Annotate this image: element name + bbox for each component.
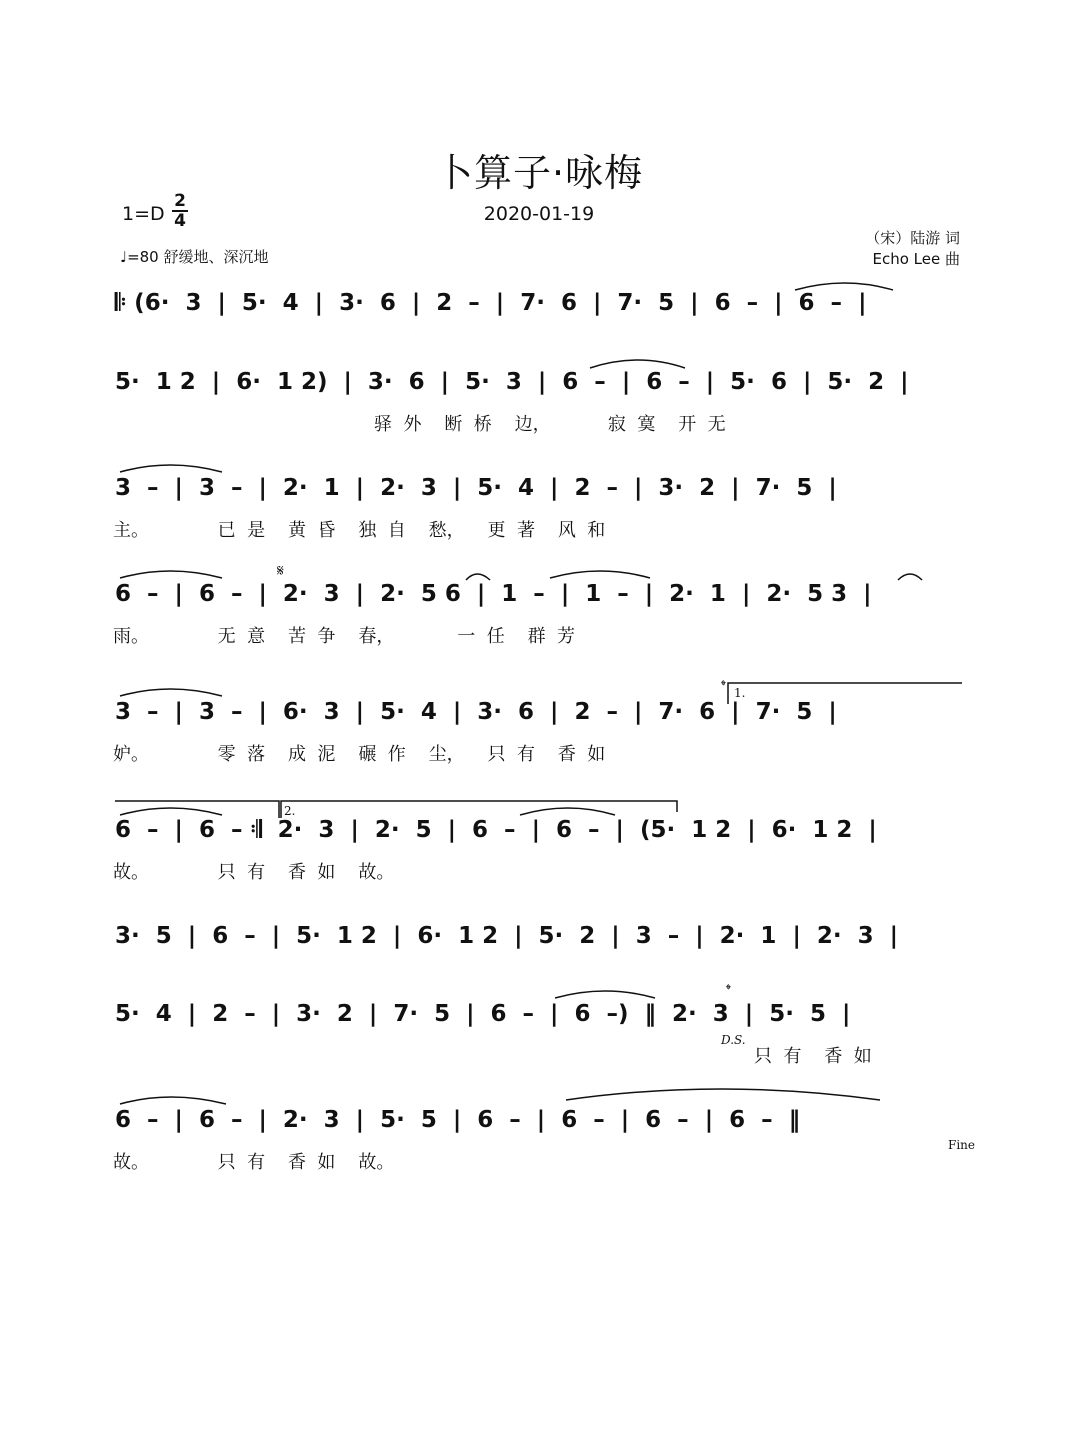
slur: [520, 808, 615, 815]
time-signature-bottom: 4: [174, 211, 186, 231]
score-line-4-lyrics: 雨。 无 意 苦 争 春， 一 任 群 芳: [113, 626, 576, 647]
coda-icon: 𝄌: [721, 678, 726, 694]
slur: [120, 465, 222, 472]
score-line-4-notes: 6 – | 6 – | 2· 3 | 2· 5 6 | 1 – | 1 – | 2· 1 | 2· 5 3 |: [115, 581, 872, 607]
coda-icon-2: 𝄌: [726, 982, 731, 998]
score-date: 2020-01-19: [483, 203, 595, 225]
score-line-3-notes: 3 – | 3 – | 2· 1 | 2· 3 | 5· 4 | 2 – | 3· 2 | 7· 5 |: [115, 475, 837, 501]
slur: [120, 689, 222, 696]
score-title: 卜算子·咏梅: [434, 151, 644, 195]
volta-1-bracket: [728, 683, 962, 704]
slur: [898, 574, 922, 580]
key-signature: 1=D: [122, 203, 165, 225]
score-line-6-notes: 6 – | 6 – 𝄇 2· 3 | 2· 5 | 6 – | 6 – | (5· 1 2 | 6· 1 2 |: [115, 817, 877, 843]
score-line-2-notes: 5· 1 2 | 6· 1 2) | 3· 6 | 5· 3 | 6 – | 6 – | 5· 6 | 5· 2 |: [115, 369, 909, 395]
segno-icon: 𝄋: [277, 561, 284, 580]
score-line-1-notes: 𝄆 (6· 3 | 5· 4 | 3· 6 | 2 – | 7· 6 | 7· 5 | 6 – | 6 – |: [115, 290, 867, 316]
slur: [555, 991, 655, 998]
volta-2-label: 2.: [284, 804, 296, 818]
lyricist-credit: （宋）陆游 词: [865, 229, 960, 247]
slur: [550, 571, 650, 578]
score-line-7-notes: 3· 5 | 6 – | 5· 1 2 | 6· 1 2 | 5· 2 | 3 – | 2· 1 | 2· 3 |: [115, 923, 899, 949]
score-line-9-lyrics: 故。 只 有 香 如 故。: [113, 1152, 395, 1173]
score-line-9-notes: 6 – | 6 – | 2· 3 | 5· 5 | 6 – | 6 – | 6 – | 6 – ‖: [115, 1107, 801, 1133]
score-line-8-notes: 5· 4 | 2 – | 3· 2 | 7· 5 | 6 – | 6 –) ‖ 2· 3 | 5· 5 |: [115, 1001, 851, 1027]
slur: [590, 360, 685, 368]
slur: [120, 571, 222, 578]
slur: [120, 808, 222, 815]
score-line-6-lyrics: 故。 只 有 香 如 故。: [113, 862, 395, 883]
volta-1-label: 1.: [734, 686, 746, 700]
score-line-2-lyrics: 驿 外 断 桥 边， 寂 寞 开 无: [374, 414, 726, 435]
score-line-5-notes: 3 – | 3 – | 6· 3 | 5· 4 | 3· 6 | 2 – | 7· 6 | 7· 5 |: [115, 699, 837, 725]
slur: [466, 574, 490, 580]
time-signature-top: 2: [174, 191, 186, 211]
slur: [120, 1097, 226, 1104]
score-line-8-lyrics: 只 有 香 如: [754, 1046, 872, 1067]
volta-2-bracket: [281, 801, 677, 818]
ds-marking: D.S.: [721, 1033, 746, 1047]
composer-credit: Echo Lee 曲: [872, 250, 960, 268]
slur: [795, 283, 893, 290]
tempo-marking: ♩=80 舒缓地、深沉地: [120, 248, 269, 266]
score-line-5-lyrics: 妒。 零 落 成 泥 碾 作 尘， 只 有 香 如: [113, 744, 606, 765]
slur: [566, 1089, 880, 1100]
fine-marking: Fine: [948, 1138, 975, 1152]
score-line-3-lyrics: 主。 已 是 黄 昏 独 自 愁， 更 著 风 和: [113, 520, 606, 541]
